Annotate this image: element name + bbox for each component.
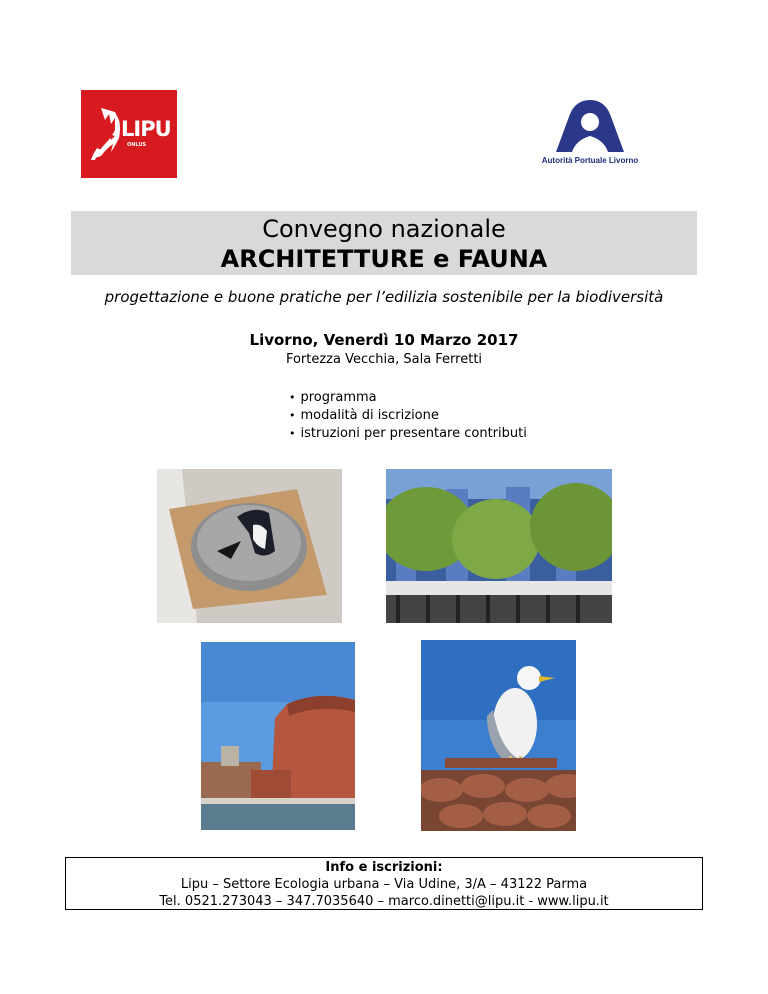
photo-green-building <box>386 469 612 623</box>
port-authority-emblem-icon <box>520 96 660 156</box>
photo-swallow-nest <box>157 469 342 623</box>
page-title-line2: ARCHITETTURE e FAUNA <box>220 245 548 273</box>
event-venue: Fortezza Vecchia, Sala Ferretti <box>285 352 483 367</box>
event-date: Livorno, Venerdì 10 Marzo 2017 <box>249 331 519 349</box>
fortress-image <box>201 642 355 830</box>
list-item: • istruzioni per presentare contributi <box>289 425 527 443</box>
photo-fortress <box>201 642 355 830</box>
lipu-onlus-label: ONLUS <box>127 142 147 148</box>
info-contacts: Tel. 0521.273043 – 347.7035640 – marco.dinetti@lipu.it - www.lipu.it <box>159 894 609 909</box>
port-authority-logo <box>520 96 660 170</box>
list-item: • modalità di iscrizione <box>289 407 527 425</box>
topics-list <box>289 389 527 443</box>
list-item: • programma <box>289 389 527 407</box>
lipu-logo <box>81 90 177 178</box>
page-title-line1: Convegno nazionale <box>262 215 506 243</box>
info-address: Lipu – Settore Ecologia urbana – Via Udine, 3/A – 43122 Parma <box>180 877 588 892</box>
port-authority-label: Autorità Portuale Livorno <box>541 156 639 165</box>
info-title: Info e iscrizioni: <box>325 860 443 875</box>
green-building-image <box>386 469 612 623</box>
info-box <box>65 857 703 910</box>
subtitle: progettazione e buone pratiche per l’edilizia sostenibile per la biodiversità <box>104 288 664 306</box>
photo-gull <box>421 640 576 831</box>
lipu-wordmark: LIPU <box>121 117 171 141</box>
gull-on-roof-image <box>421 640 576 831</box>
title-band <box>71 211 697 275</box>
swallow-nest-image <box>157 469 342 623</box>
